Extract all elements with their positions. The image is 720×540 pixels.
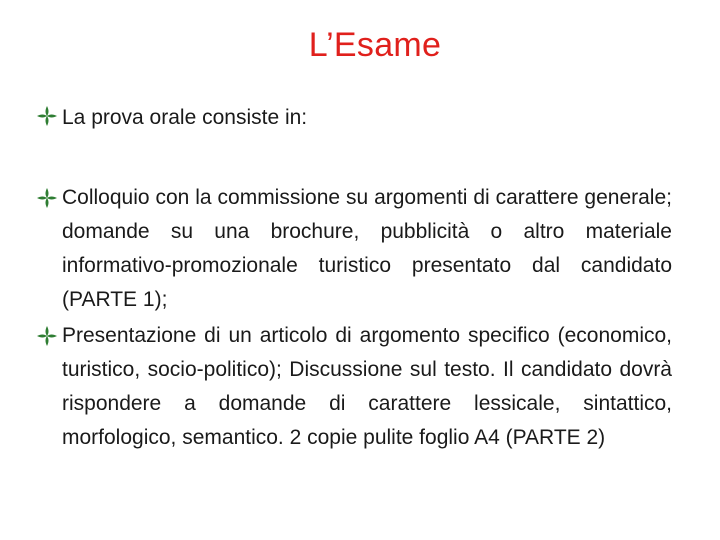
list-item-text: Presentazione di un articolo di argomento specifico (economico, turistico, socio-politico); Discussione sul testo. Il candidato dovrà rispondere a domande di carattere lessicale, sintattico, morfologico, semantico. 2 copie pulite foglio A4 (PARTE 2) <box>62 324 672 449</box>
intro-text: La prova orale consiste in: <box>62 106 308 129</box>
intro-line <box>36 102 307 130</box>
diamond-bullet-icon <box>36 105 58 127</box>
list-item-1 <box>36 181 672 317</box>
list-item-2 <box>36 319 672 455</box>
list-item-text: Colloquio con la commissione su argomenti di carattere generale; domande su una brochure, pubblicità o altro materiale informativo-promozionale turistico presentato dal candidato (PARTE 1); <box>62 186 672 311</box>
slide-title: L’Esame <box>308 26 442 64</box>
diamond-bullet-icon <box>36 325 58 347</box>
bullet-list <box>36 181 672 457</box>
diamond-bullet-icon <box>36 187 58 209</box>
